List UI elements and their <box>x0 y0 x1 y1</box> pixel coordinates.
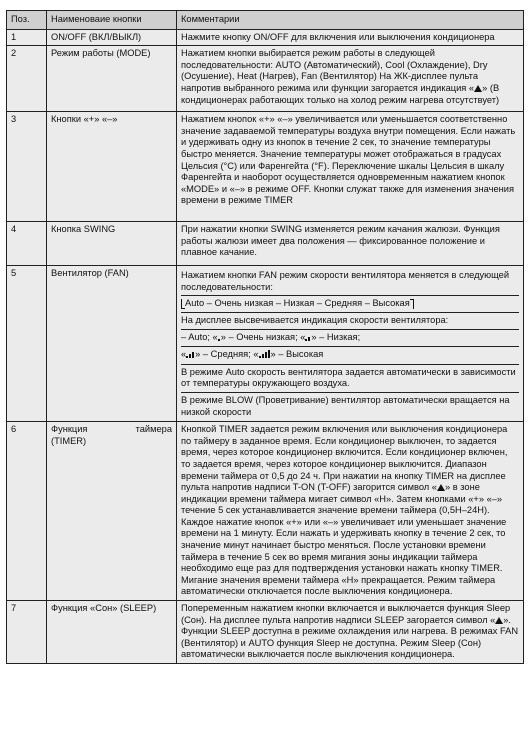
table-header-row <box>7 11 524 30</box>
row-number: 7 <box>7 601 47 664</box>
table-row <box>7 112 524 222</box>
row-number: 4 <box>7 222 47 266</box>
header-position: Поз. <box>7 11 47 30</box>
table-row <box>7 222 524 266</box>
row-button-name: Кнопки «+» «–» <box>47 112 177 222</box>
fan-speed-line-2: « » – Средняя; « » – Высокая <box>181 346 519 364</box>
row-number: 6 <box>7 422 47 601</box>
row-button-name: Вентилятор (FAN) <box>47 266 177 422</box>
header-comments: Комментарии <box>177 11 524 30</box>
row-comment: Нажмите кнопку ON/OFF для включения или выключения кондиционера <box>177 29 524 46</box>
table-row <box>7 29 524 46</box>
row-number: 2 <box>7 46 47 112</box>
row-comment: Кнопкой TIMER задается режим включения или выключения кондиционера по таймеру в заданное время. Если кондиционер выключен, то задается время, через которое кондиционер включится. Если кондиционер включен, то задается время, через которое кондиционер выключится. Диапазон времени таймера от 0,5 до 24 ч. При нажатии на кнопку TIMER на дисплее пульта напротив надписи T-ON (T-OFF) загорится символ « » в зоне индикации времени таймера мигает символ «H». Затем кнопками «+» «–» течение 5 сек устанавливается значение времени таймера (0,5H–24H). Каждое нажатие кнопок «+» или «–» увеличивает или уменьшает значение времени на 1 минуту. Если нажать и удерживать кнопку в течение 2 сек, то значение минут начинает быстро меняться. После установки времени таймера в течение 5 сек во время мигания зоны индикации таймера необходимо еще раз для подтверждения установки нажать кнопку TIMER. Мигание значения времени таймера «H» прекращается. Режим таймера автоматически отключается после выключения кондиционера. <box>177 422 524 601</box>
row-comment: При нажатии кнопки SWING изменяется режим качания жалюзи. Функция работы жалюзи имеет два положения — фиксированное положение и плавное качание. <box>177 222 524 266</box>
table-row <box>7 46 524 112</box>
fan-blow-note: В режиме BLOW (Проветривание) вентилятор автоматически вращается на низкой скорости <box>181 392 519 420</box>
table-row <box>7 266 524 422</box>
header-button-name: Наименоваие кнопки <box>47 11 177 30</box>
sequence-bracket-right <box>410 299 414 309</box>
row-button-name: Функция таймера (TIMER) <box>47 422 177 601</box>
row-button-name: Кнопка SWING <box>47 222 177 266</box>
buttons-table <box>6 10 524 664</box>
fan-display-note: На дисплее высвечивается индикация скорости вентилятора: <box>181 312 519 329</box>
fan-sequence: Auto – Очень низкая – Низкая – Средняя – Высокая <box>181 295 519 312</box>
row-button-name: Функция «Сон» (SLEEP) <box>47 601 177 664</box>
row-button-name: Режим работы (MODE) <box>47 46 177 112</box>
row-comment: Нажатием кнопок «+» «–» увеличивается или уменьшается соответственно значение задаваемой температуры воздуха внутри помещения. Если нажать и удерживать одну из кнопок в течение 2 сек, то значение температуры быстро меняется. Значение температуры может отображаться в градусах Цельсия (°С) или Фаренгейта (°F). Переключение шкалы Цельсия в шкалу Фаренгейта и наоборот осуществляется одновременным нажатием кнопок «MODE» и «–» в режиме OFF. Кнопки служат также для изменения значения времени в режиме TIMER <box>177 112 524 222</box>
fan-auto-note: В режиме Auto скорость вентилятора задается автоматически в зависимости от температуры окружающего воздуха. <box>181 364 519 392</box>
fan-speed-bars-icon <box>186 350 195 362</box>
row-number: 3 <box>7 112 47 222</box>
table-row <box>7 601 524 664</box>
triangle-indicator-icon <box>437 484 445 491</box>
row-comment: Нажатием кнопки выбирается режим работы в следующей последовательности: AUTO (Автоматический), Cool (Охлаждение), Dry (Осушение), Heat (Нагрев), Fan (Вентилятор) На ЖК-дисплее пульта напротив выбранного режима или функции загорается индикация « » (В кондиционерах работающих только на холод режим нагрева отсутствует) <box>177 46 524 112</box>
table-row <box>7 422 524 601</box>
fan-speed-line-1: – Auto; « » – Очень низкая; « » – Низкая; <box>181 329 519 347</box>
triangle-indicator-icon <box>474 85 482 92</box>
row-comment: Попеременным нажатием кнопки включается и выключается функция Sleep (Сон). На дисплее пульта напротив надписи SLEEP загорается символ « ». Функции SLEEP доступна в режиме охлаждения или нагрева. В режимах FAN (Вентилятор) и AUTO функция Sleep не доступна. Режим Sleep (Сон) автоматически выключается после выключения кондиционера. <box>177 601 524 664</box>
fan-intro: Нажатием кнопки FAN режим скорости вентилятора меняется в следующей последовательности: <box>181 270 510 292</box>
fan-speed-bars-icon <box>259 350 271 362</box>
row-number: 1 <box>7 29 47 46</box>
row-button-name: ON/OFF (ВКЛ/ВЫКЛ) <box>47 29 177 46</box>
row-comment <box>177 266 524 422</box>
row-number: 5 <box>7 266 47 422</box>
